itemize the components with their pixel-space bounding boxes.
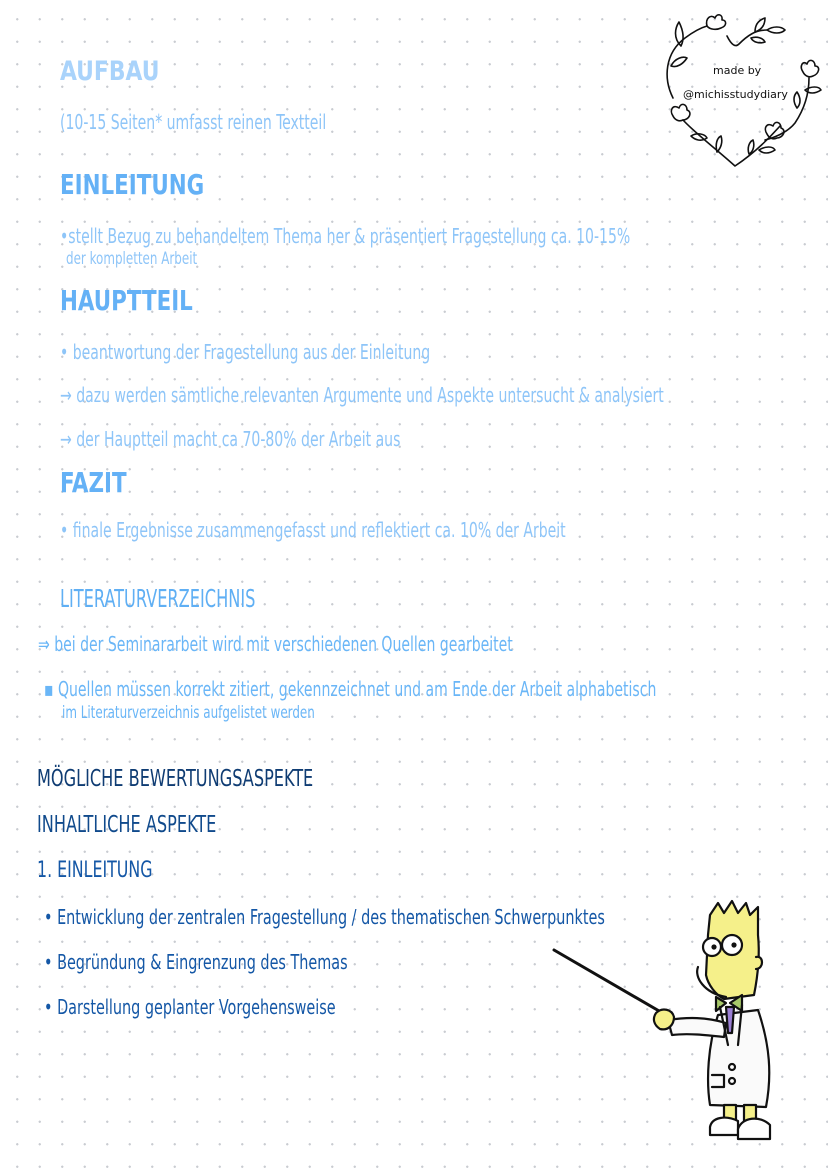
teacher-illustration xyxy=(548,895,828,1155)
cartoon-teacher-icon xyxy=(548,895,828,1155)
heading-literaturverzeichnis: LITERATURVERZEICHNIS xyxy=(60,584,256,613)
heading-einleitung: EINLEITUNG xyxy=(60,168,205,201)
fazit-text: • finale Ergebnisse zusammengefasst und reflektiert ca. 10% der Arbeit xyxy=(60,518,566,542)
watermark-badge xyxy=(655,8,825,173)
subheading-inhaltliche-aspekte: INHALTLICHE ASPEKTE xyxy=(37,812,217,838)
heading-aufbau: AUFBAU xyxy=(60,56,160,87)
bewertung-item-1: • Entwicklung der zentralen Fragestellung / des thematischen Schwerpunktes xyxy=(44,905,605,929)
bewertung-item-3: • Darstellung geplanter Vorgehensweise xyxy=(44,995,336,1019)
bewertung-item-2: • Begründung & Eingrenzung des Themas xyxy=(44,950,348,974)
literatur-item-2-line-1: ▪ Quellen müssen korrekt zitiert, gekennzeichnet und am Ende der Arbeit alphabetisch xyxy=(44,677,657,701)
literatur-item-1: ⇒ bei der Seminararbeit wird mit verschiedenen Quellen gearbeitet xyxy=(38,632,513,656)
hauptteil-item-2: → dazu werden sämtliche relevanten Argumente und Aspekte untersucht & analysiert xyxy=(60,383,664,407)
heading-bewertungsaspekte: MÖGLICHE BEWERTUNGSASPEKTE xyxy=(37,766,314,792)
hauptteil-item-3: → der Hauptteil macht ca 70-80% der Arbeit aus xyxy=(60,427,401,451)
badge-handle: @michisstudydiary xyxy=(683,88,788,101)
section-einleitung: 1. EINLEITUNG xyxy=(37,858,153,883)
heading-hauptteil: HAUPTTEIL xyxy=(60,284,193,317)
hauptteil-item-1: • beantwortung der Fragestellung aus der Einleitung xyxy=(60,340,431,364)
einleitung-line-2: der kompletten Arbeit xyxy=(66,249,198,269)
literatur-item-2-line-2: im Literaturverzeichnis aufgelistet werden xyxy=(62,703,315,723)
aufbau-text: (10-15 Seiten* umfasst reinen Textteil xyxy=(60,110,327,134)
einleitung-line-1: •stellt Bezug zu behandeltem Thema her & präsentiert Fragestellung ca. 10-15% xyxy=(60,224,631,248)
heading-fazit: FAZIT xyxy=(60,466,127,499)
badge-made-by: made by xyxy=(713,64,762,77)
